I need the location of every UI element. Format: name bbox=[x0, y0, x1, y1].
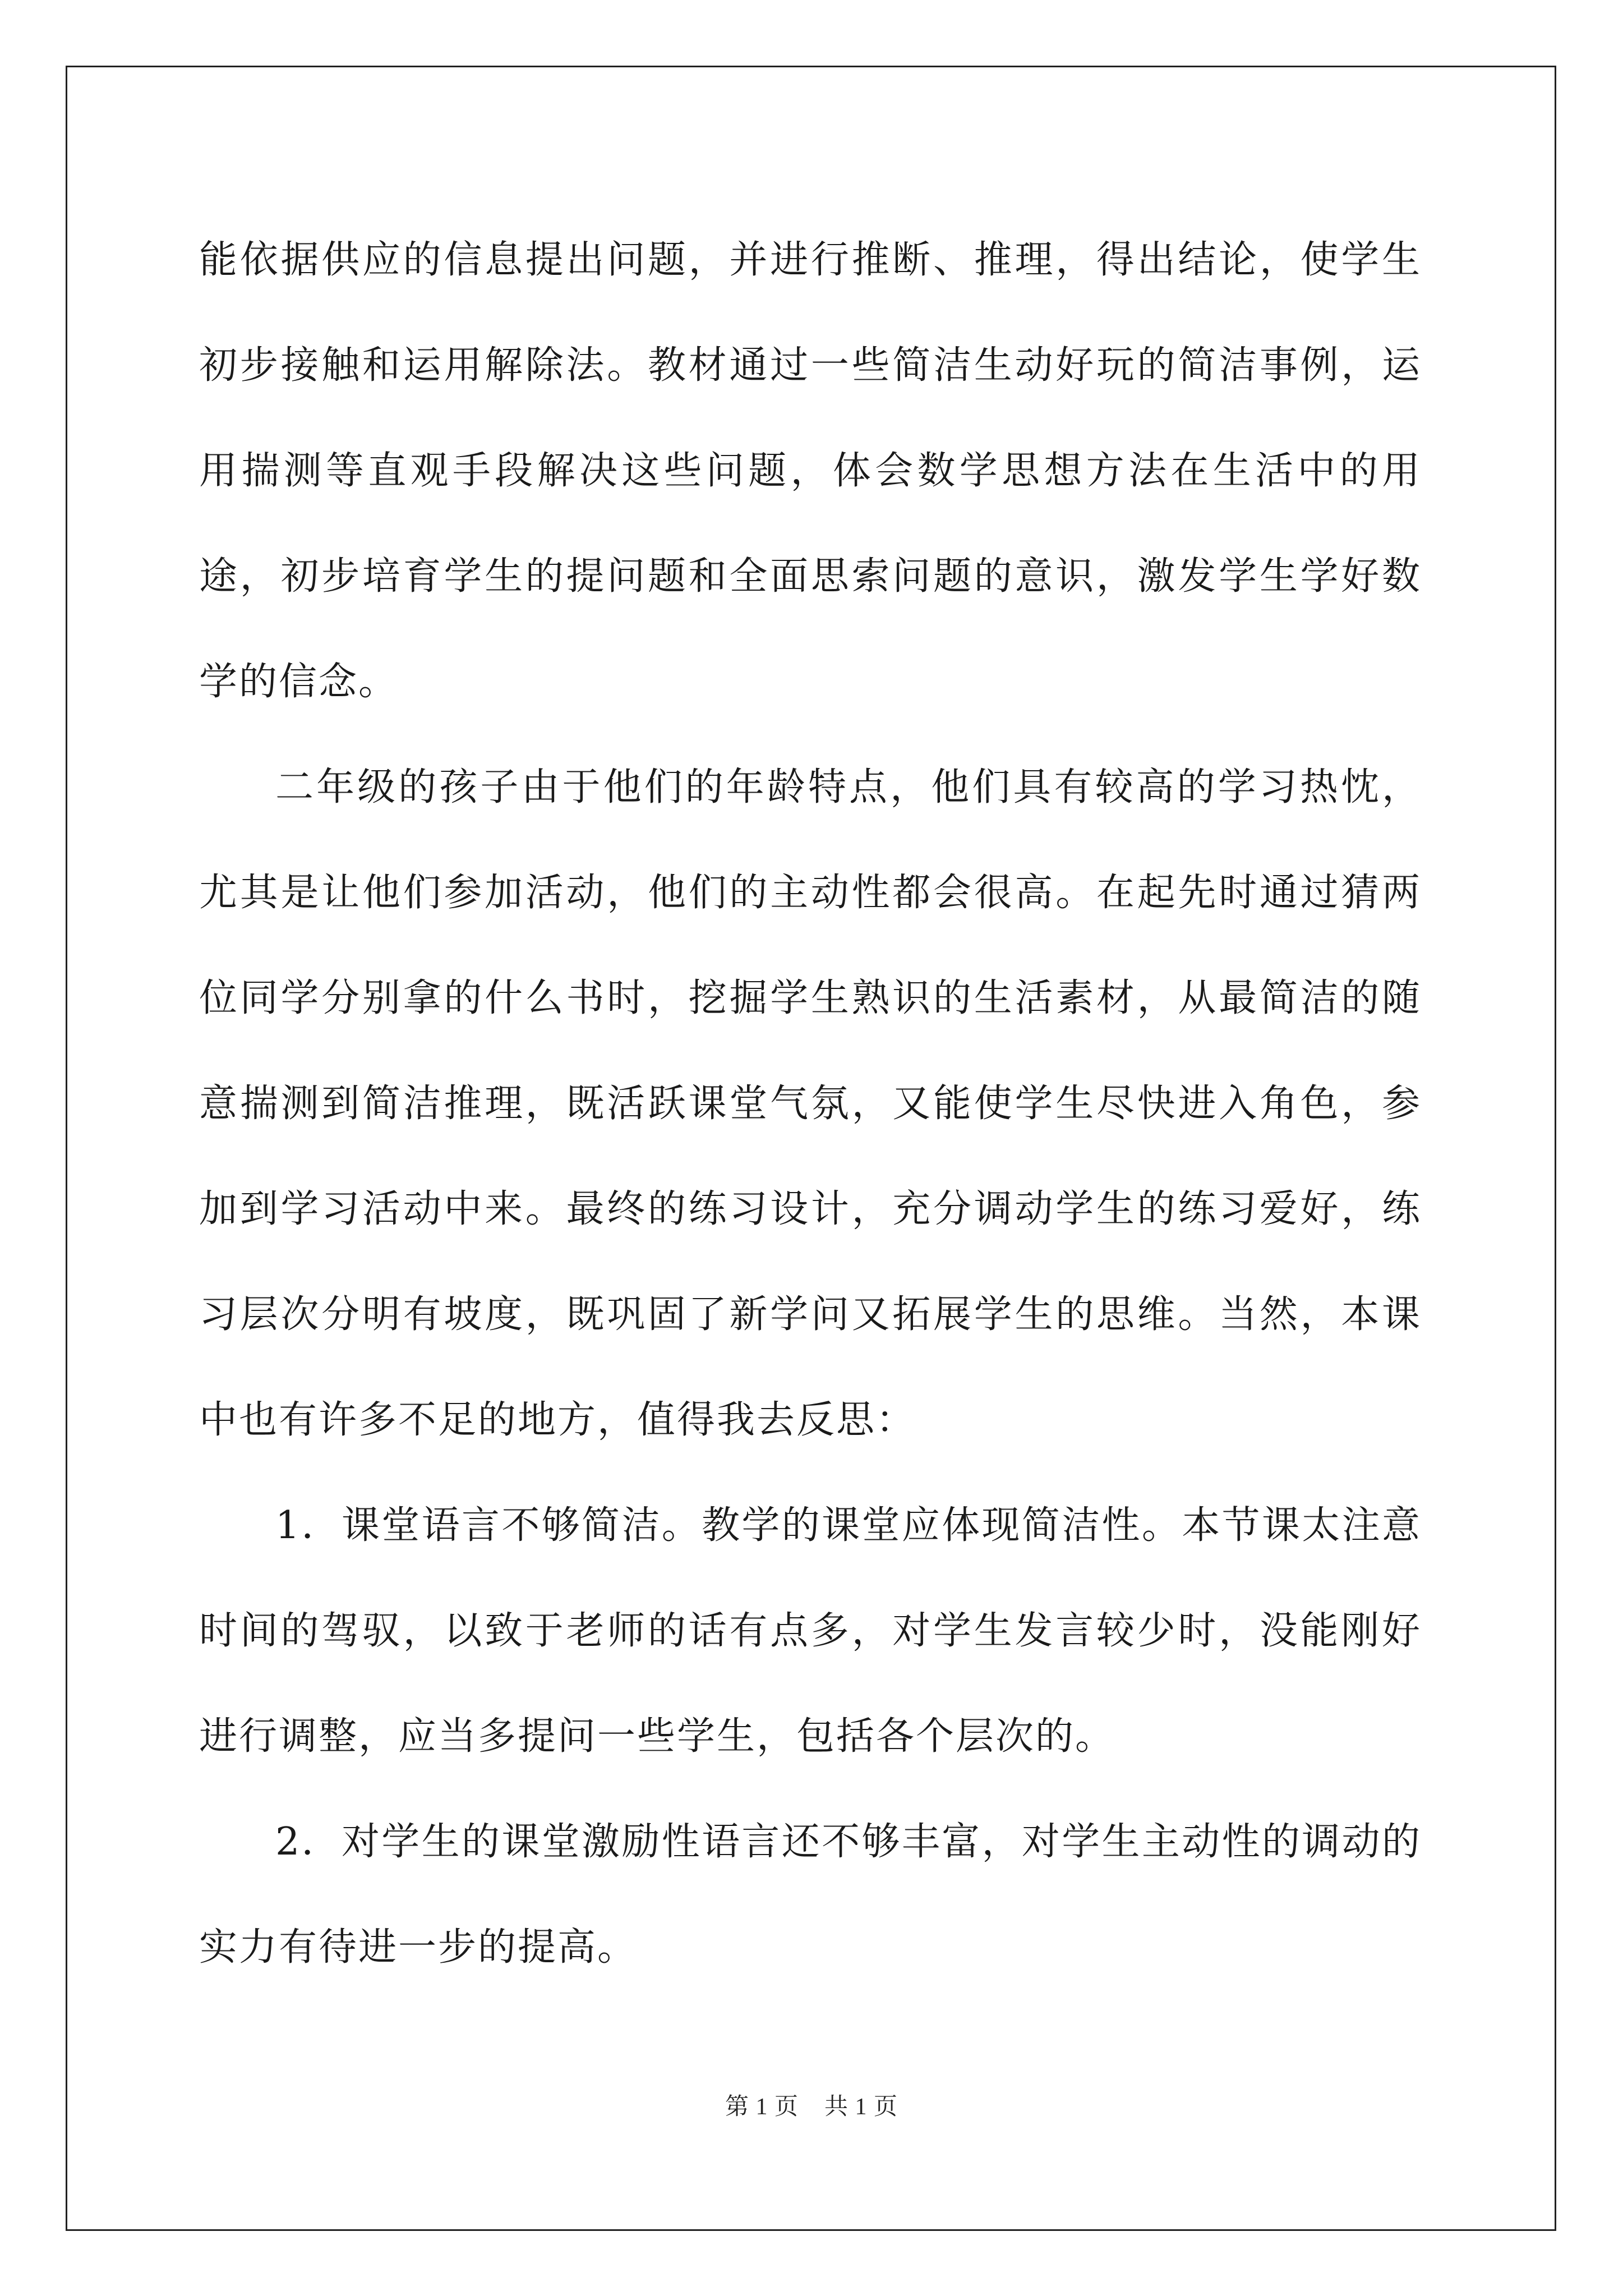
paragraph-4: 2．对学生的课堂激励性语言还不够丰富，对学生主动性的调动的实力有待进一步的提高。 bbox=[199, 1820, 1422, 1970]
paragraph-2: 二年级的孩子由于他们的年龄特点，他们具有较高的学习热忱，尤其是让他们参加活动，他们的主动性都会很高。在起先时通过猜两位同学分别拿的什么书时，挖掘学生熟识的生活素材，从最简洁的随意揣测到简洁推理，既活跃课堂气氛，又能使学生尽快进入角色，参加到学习活动中来。最终的练习设计，充分调动学生的练习爱好，练习层次分明有坡度，既巩固了新学问又拓展学生的思维。当然，本课中也有许多不足的地方，值得我去反思： bbox=[199, 765, 1422, 1442]
page-footer bbox=[0, 2091, 1623, 2123]
page-number-label: 第 1 页 共 1 页 bbox=[725, 2094, 898, 2120]
document-body bbox=[199, 208, 1422, 2000]
paragraph-1: 能依据供应的信息提出问题，并进行推断、推理，得出结论，使学生初步接触和运用解除法。教材通过一些简洁生动好玩的简洁事例，运用揣测等直观手段解决这些问题，体会数学思想方法在生活中的用途，初步培育学生的提问题和全面思索问题的意识，激发学生学好数学的信念。 bbox=[199, 238, 1422, 704]
paragraph-3: 1．课堂语言不够简洁。教学的课堂应体现简洁性。本节课太注意时间的驾驭，以致于老师的话有点多，对学生发言较少时，没能刚好进行调整，应当多提问一些学生，包括各个层次的。 bbox=[199, 1503, 1422, 1759]
